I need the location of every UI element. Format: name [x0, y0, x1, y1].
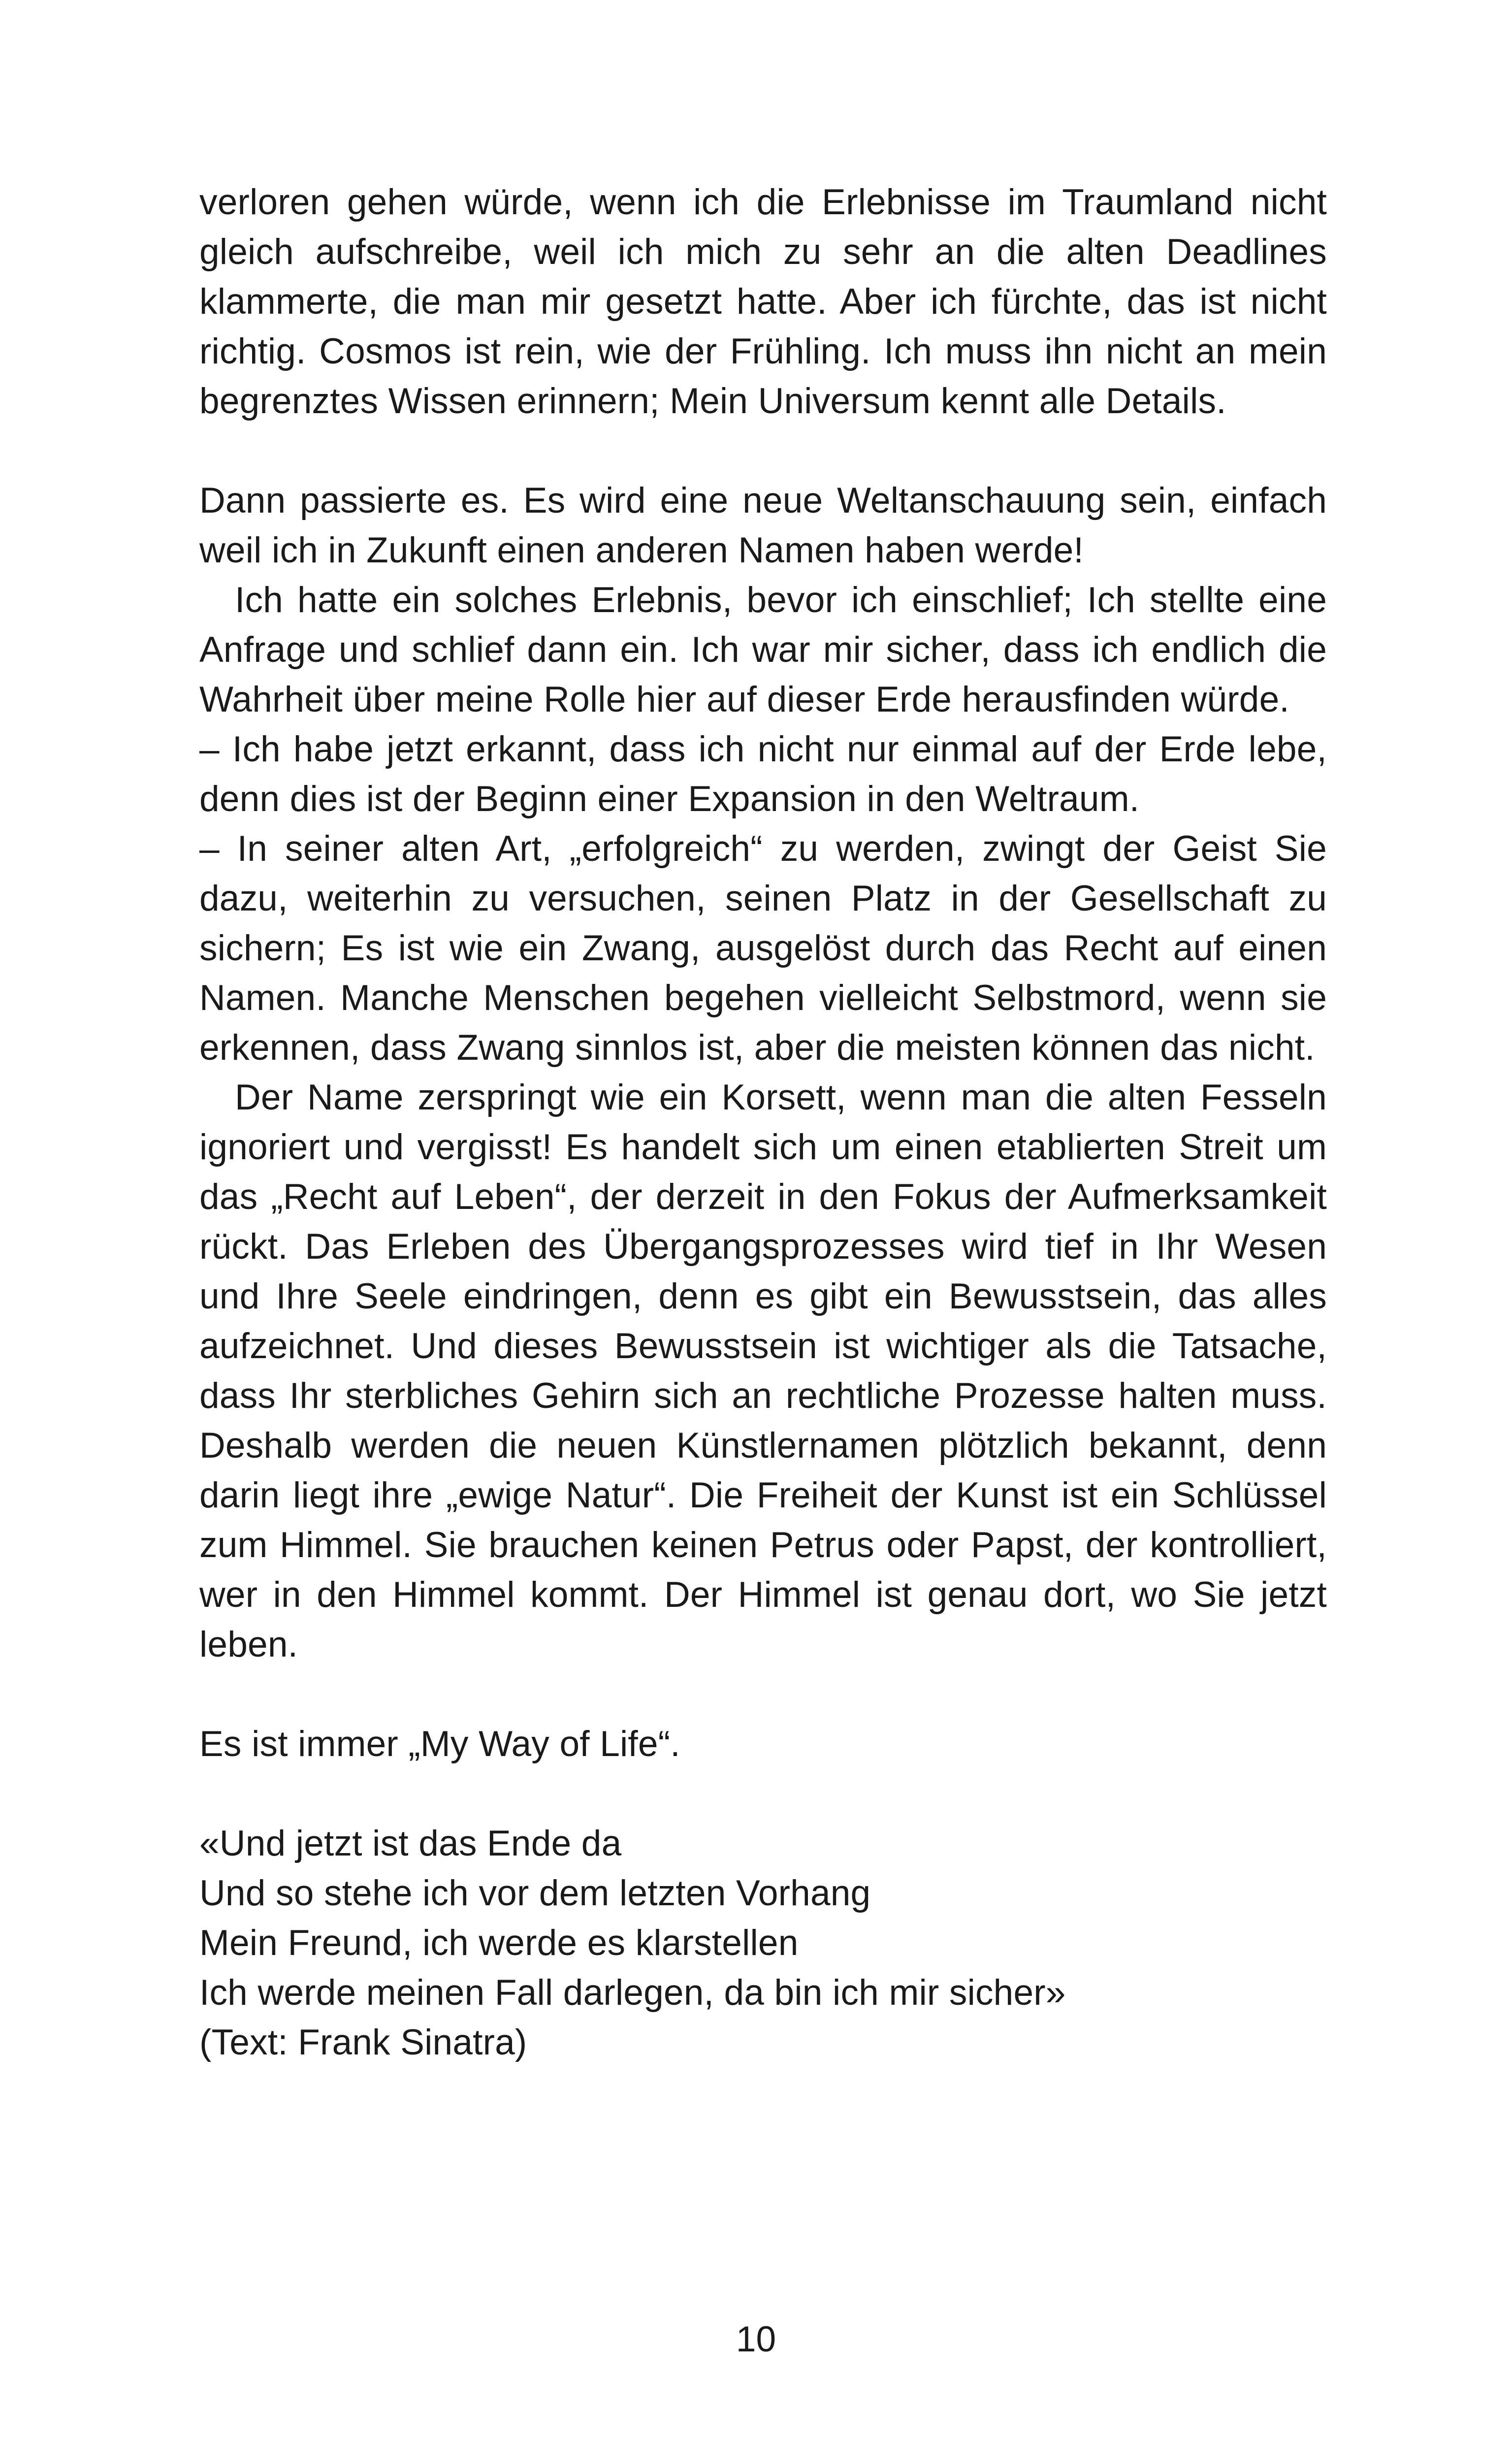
paragraph-dann-passierte: Dann passierte es. Es wird eine neue Weltanschauung sein, einfach weil ich in Zukunft einen anderen Namen haben werde!	[199, 481, 1327, 570]
song-line: Und so stehe ich vor dem letzten Vorhang	[199, 1873, 871, 1913]
paragraph-erlebnis: Ich hatte ein solches Erlebnis, bevor ich einschlief; Ich stellte eine Anfrage und schlief dann ein. Ich war mir sicher, dass ich endlich die Wahrheit über meine Rolle hier auf dieser Erde herausfinden würde.	[199, 580, 1327, 719]
paragraph-korsett: Der Name zerspringt wie ein Korsett, wenn man die alten Fesseln ignoriert und vergisst! Es handelt sich um einen etablierten Streit um das „Recht auf Leben“, der derzeit in den Fokus der Aufmerksamkeit rückt. Das Erleben des Übergangsprozesses wird tief in Ihr Wesen und Ihre Seele eindringen, denn es gibt ein Bewusstsein, das alles aufzeichnet. Und dieses Bewusstsein ist wichtiger als die Tatsache, dass Ihr sterbliches Gehirn sich an rechtliche Prozesse halten muss. Deshalb werden die neuen Künstlernamen plötzlich bekannt, denn darin liegt ihre „ewige Natur“. Die Freiheit der Kunst ist ein Schlüssel zum Himmel. Sie brauchen keinen Petrus oder Papst, der kontrolliert, wer in den Himmel kommt. Der Himmel ist genau dort, wo Sie jetzt leben.	[199, 1077, 1327, 1664]
paragraph-continuation: verloren gehen würde, wenn ich die Erlebnisse im Traumland nicht gleich aufschreibe, weil ich mich zu sehr an die alten Deadlines klammerte, die man mir gesetzt hatte. Aber ich fürchte, das ist nicht richtig. Cosmos ist rein, wie der Frühling. Ich muss ihn nicht an mein begrenztes Wissen erinnern; Mein Universum kennt alle Details.	[199, 182, 1327, 421]
page-number: 10	[736, 2319, 776, 2359]
song-line: Mein Freund, ich werde es klarstellen	[199, 1923, 799, 1963]
paragraph-dash-erkannt: – Ich habe jetzt erkannt, dass ich nicht nur einmal auf der Erde lebe, denn dies ist der Beginn einer Expansion in den Weltraum.	[199, 729, 1327, 819]
paragraph-dash-alte-art: – In seiner alten Art, „erfolgreich“ zu werden, zwingt der Geist Sie dazu, weiterhin zu versuchen, seinen Platz in der Gesellschaft zu sichern; Es ist wie ein Zwang, ausgelöst durch das Recht auf einen Namen. Manche Menschen begehen vielleicht Selbstmord, wenn sie erkennen, dass Zwang sinnlos ist, aber die meisten können das nicht.	[199, 829, 1327, 1068]
song-line: «Und jetzt ist das Ende da	[199, 1824, 622, 1863]
song-line: Ich werde meinen Fall darlegen, da bin ich mir sicher»	[199, 1973, 1066, 2013]
body-text	[199, 177, 1327, 2067]
paragraph-my-way: Es ist immer „My Way of Life“.	[199, 1724, 680, 1764]
song-credit: (Text: Frank Sinatra)	[199, 2022, 527, 2062]
song-quote	[199, 1819, 1327, 2067]
